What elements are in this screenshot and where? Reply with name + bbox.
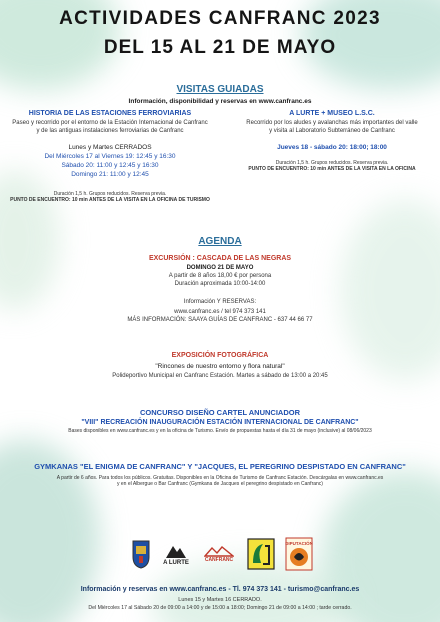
visita-alurte-note-1: Duración 1,5 h. Grupos reducidos. Reserva previa.: [275, 160, 389, 166]
visitas-heading: VISITAS GUIADAS: [176, 84, 264, 95]
svg-text:DIPUTACIÓN: DIPUTACIÓN: [285, 541, 313, 546]
page-subtitle: DEL 15 AL 21 DE MAYO: [103, 37, 337, 58]
page-title: ACTIVIDADES CANFRANC 2023: [59, 8, 381, 29]
excursion-info-3: MÁS INFORMACIÓN: SAAYA GUÍAS DE CANFRANC - 637 44 66 77: [127, 317, 313, 323]
alurte-logo-text: A LURTE: [163, 560, 189, 566]
diputacion-huesca-logo: [282, 536, 316, 572]
alurte-logo: [158, 536, 194, 572]
visita-alurte-title: A LURTE + MUSEO L.S.C.: [289, 110, 375, 117]
excursion-info-2: www.canfranc.es / tel 974 373 141: [174, 309, 266, 315]
canfranc-logo-text: CANFRANC: [204, 557, 234, 563]
excursion-line-1: A partir de 8 años 18,00 € por persona: [168, 273, 272, 279]
canfranc-shield-logo: [128, 536, 154, 572]
concurso-section: [0, 408, 440, 434]
concurso-subtitle: "VIII" RECREACIÓN INAUGURACIÓN ESTACIÓN INTERNACIONAL DE CANFRANC": [81, 419, 359, 426]
excursion-section: [0, 255, 440, 324]
concurso-title: CONCURSO DISEÑO CARTEL ANUNCIADOR: [139, 408, 300, 417]
expo-subtitle: "Rincones de nuestro entorno y flora natural": [155, 363, 285, 370]
footer-line-1: Información y reservas en www.canfranc.es - Tl. 974 373 141 - turismo@canfranc.es: [80, 586, 360, 593]
expo-line: Polideportivo Municipal en Canfranc Estación. Martes a sábado de 13:00 a 20:45: [112, 373, 328, 379]
excursion-line-2: Duración aproximada 10:00-14:00: [174, 281, 266, 287]
visita-historia-schedule-2: Del Miércoles 17 al Viernes 19: 12:45 y 16:30: [44, 153, 176, 160]
footer-line-3: Del Miércoles 17 al Sábado 20 de 09:00 a 14:00 y de 15:00 a 18:00; Domingo 21 de 09:00 a 14:00 ; tarde cerrado.: [88, 605, 352, 611]
visita-historia-title: HISTORIA DE LAS ESTACIONES FERROVIARIAS: [28, 110, 192, 117]
visita-alurte-note-2: PUNTO DE ENCUENTRO: 10 min ANTES DE LA VISITA EN LA OFICINA: [248, 166, 416, 172]
gymkana-title: GYMKANAS "EL ENIGMA DE CANFRANC" Y "JACQUES, EL PEREGRINO DESPISTADO EN CANFRANC": [34, 462, 406, 471]
gymkana-line-2: y en el Albergue o Bar Canfranc (Gymkana de Jacques el peregrino despistado en Canfranc): [117, 481, 323, 487]
visita-historia-schedule-1: Lunes y Martes CERRADOS: [68, 144, 152, 151]
excursion-info-1: Información Y RESERVAS:: [183, 299, 257, 305]
agenda-heading: AGENDA: [198, 236, 242, 247]
visita-historia-schedule-3: Sábado 20: 11:00 y 12:45 y 16:30: [61, 162, 159, 169]
visitas-info: Información, disponibilidad y reservas en www.canfranc.es: [128, 98, 312, 105]
visita-historia-schedule-4: Domingo 21: 11:00 y 12:45: [71, 171, 149, 178]
footer-line-2: Lunes 15 y Martes 16 CERRADO.: [178, 597, 262, 603]
visita-alurte: [228, 110, 436, 172]
visita-historia-note-2: PUNTO DE ENCUENTRO: 10 min ANTES DE LA VISITA EN LA OFICINA DE TURISMO: [10, 197, 210, 203]
visita-alurte-desc-2: y visita al Laboratorio Subterráneo de Canfranc: [269, 128, 395, 134]
expo-title: EXPOSICIÓN FOTOGRÁFICA: [171, 352, 269, 359]
gymkana-section: [0, 462, 440, 487]
excursion-title: EXCURSIÓN : CASCADA DE LAS NEGRAS: [148, 255, 292, 262]
visita-historia-desc-2: y de las antiguas instalaciones ferroviarias de Canfranc: [36, 128, 184, 134]
ayuntamiento-logo: [244, 536, 278, 572]
expo-section: [0, 352, 440, 380]
visita-historia-note-1: Duración 1,5 h. Grupos reducidos. Reserva previa.: [53, 191, 167, 197]
excursion-date: DOMINGO 21 DE MAYO: [186, 265, 254, 271]
visita-alurte-desc-1: Recorrido por los aludes y avalanchas más importantes del valle: [246, 120, 418, 126]
canfranc-logo: [200, 536, 238, 572]
visita-historia: [4, 110, 216, 203]
visita-alurte-schedule: Jueves 18 - sábado 20: 18:00; 18:00: [277, 144, 387, 151]
visita-historia-desc-1: Paseo y recorrido por el entorno de la Estación Internacional de Canfranc: [12, 120, 208, 126]
gymkana-line-1: A partir de 6 años. Para todos los públicos. Gratuitas. Disponibles en la Oficina de Turismo de Canfranc Estación. Descárgalas en www.canfranc.es: [56, 475, 384, 481]
concurso-line: Bases disponibles en www.canfranc.es y en la oficina de Turismo. Envío de propuestas hasta el día 31 de mayo (inclusive) al 08/06/2023: [68, 428, 372, 434]
